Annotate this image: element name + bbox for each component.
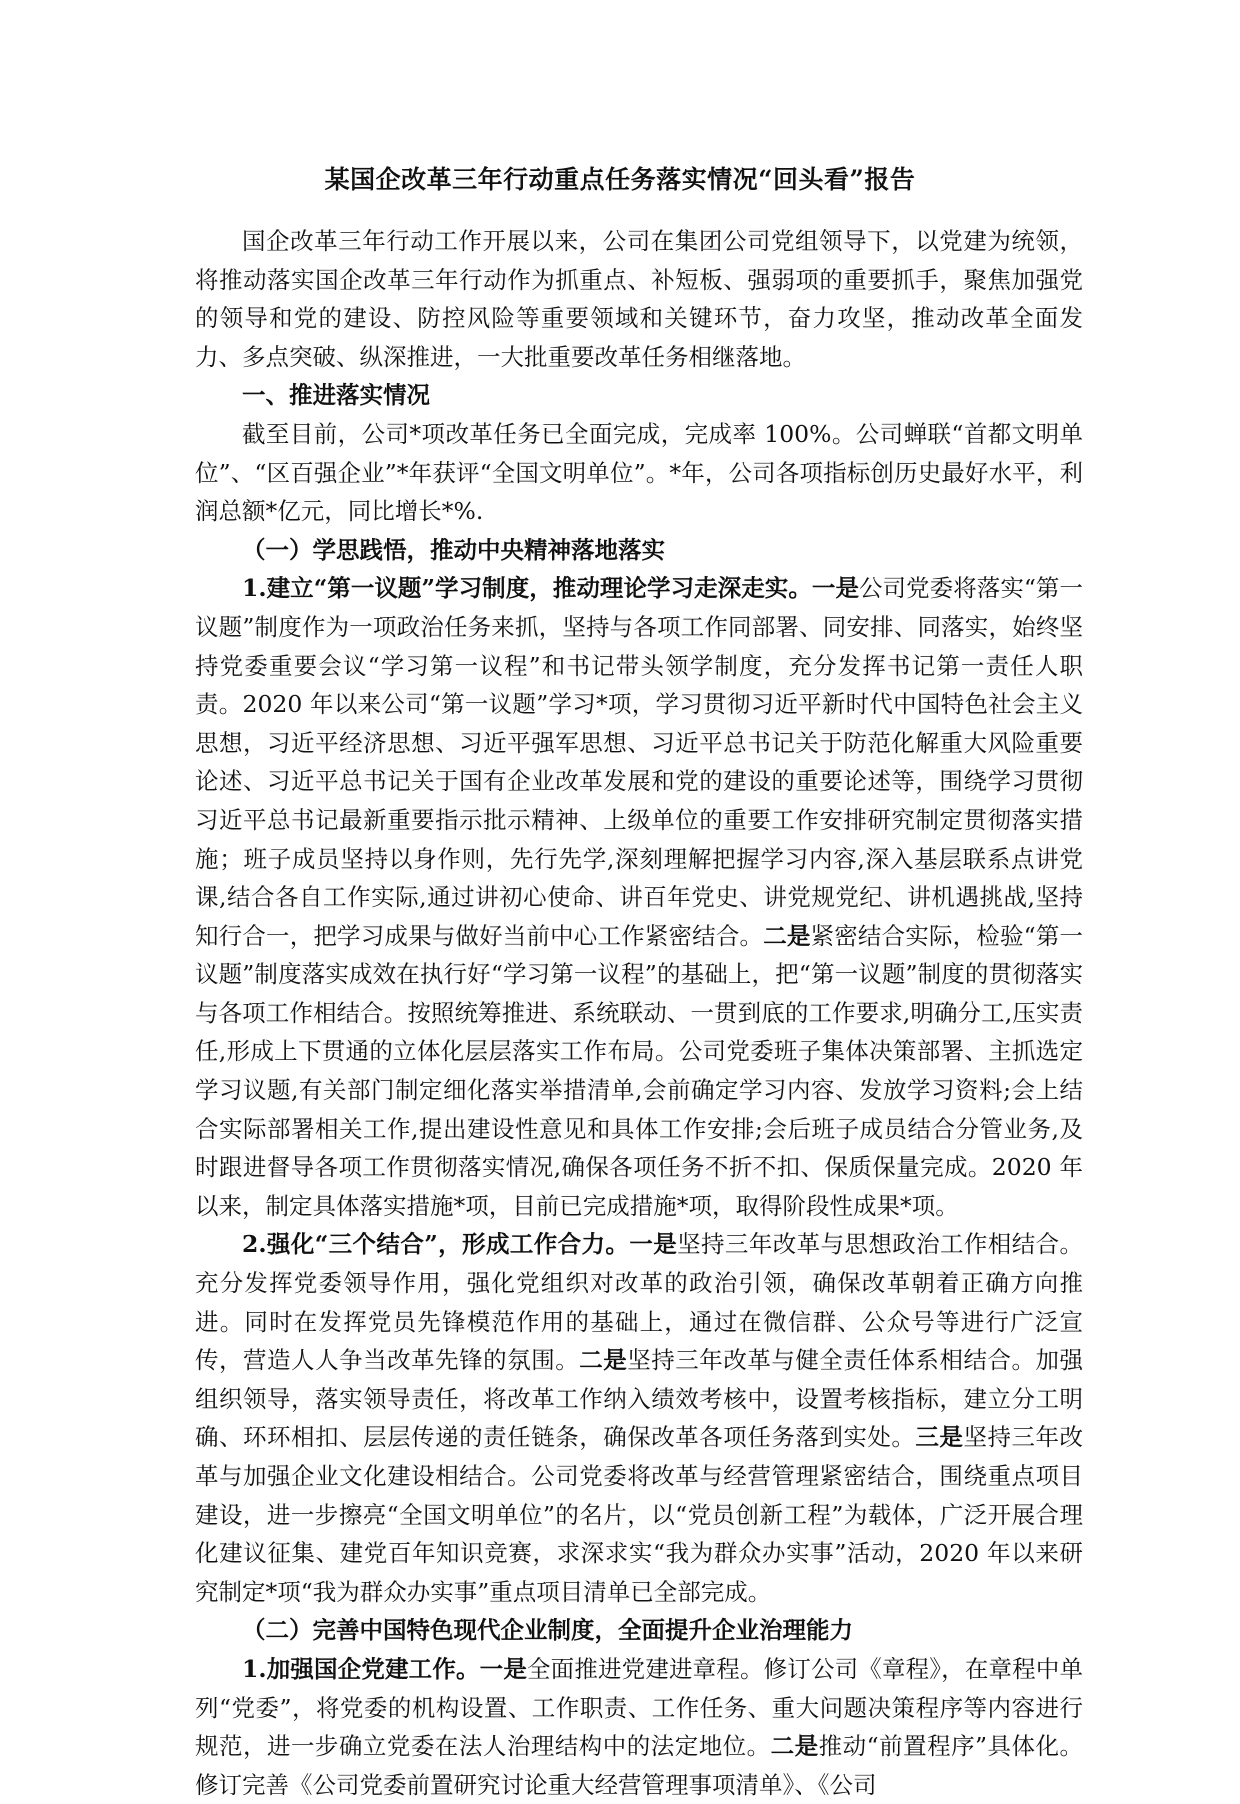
item-lead: 2.强化“三个结合”，形成工作合力。	[242, 1230, 630, 1259]
section-summary-paragraph: 截至目前，公司*项改革任务已全面完成，完成率 100%。公司蝉联“首都文明单位”、“区百强企业”*年获评“全国文明单位”。*年，公司各项指标创历史最好水平，利润总额*亿元，同比增长*%.	[195, 419, 1083, 526]
intro-paragraph: 国企改革三年行动工作开展以来，公司在集团公司党组领导下，以党建为统领，将推动落实国企改革三年行动作为抓重点、补短板、强弱项的重要抓手，聚焦加强党的领导和党的建设、防控风险等重要领域和关键环节，奋力攻坚，推动改革全面发力、多点突破、纵深推进，一大批重要改革任务相继落地。	[195, 227, 1083, 371]
point-marker: 一是	[479, 1654, 527, 1683]
point-marker: 二是	[579, 1346, 628, 1375]
point-text: 紧密结合实际，检验“第一议题”制度落实成效在执行好“学习第一议程”的基础上，把“第一议题”制度的贯彻落实与各项工作相结合。按照统筹推进、系统联动、一贯到底的工作要求,明确分工,压实责任,形成上下贯通的立体化层层落实工作布局。公司党委班子集体决策部署、主抓选定学习议题,有关部门制定细化落实举措清单,会前确定学习内容、发放学习资料;会上结合实际部署相关工作,提出建设性意见和具体工作安排;会后班子成员结合分管业务,及时跟进督导各项工作贯彻落实情况,确保各项任务不折不扣、保质保量完成。2020 年以来，制定具体落实措施*项，目前已完成措施*项，取得阶段性成果*项。	[195, 921, 1084, 1220]
point-marker: 一是	[811, 574, 859, 603]
item-paragraph	[195, 1650, 1083, 1804]
point-marker: 一是	[629, 1230, 678, 1259]
point-text: 全面推进党建进章程。修订公司《章程》，在章程中单列“党委”，将党委的机构设置、工作职责、工作任务、重大问题决策程序等内容进行规范，进一步确立党委在法人治理结构中的法定地位。	[195, 1654, 1083, 1761]
point-text: 坚持三年改革与思想政治工作相结合。充分发挥党委领导作用，强化党组织对改革的政治引领，确保改革朝着正确方向推进。同时在发挥党员先锋模范作用的基础上，通过在微信群、公众号等进行广泛宣传，营造人人争当改革先锋的氛围。	[195, 1230, 1084, 1375]
section-heading: 一、推进落实情况	[242, 381, 430, 410]
subsection-heading: （一）学思践悟，推动中央精神落地落实	[242, 535, 665, 564]
item-paragraph	[195, 1225, 1083, 1611]
point-text: 坚持三年改革与健全责任体系相结合。加强组织领导，落实领导责任，将改革工作纳入绩效考核中，设置考核指标，建立分工明确、环环相扣、层层传递的责任链条，确保改革各项任务落到实处。	[195, 1346, 1084, 1452]
item-lead: 1.建立“第一议题”学习制度，推动理论学习走深走实。	[242, 574, 812, 603]
point-text: 推动“前置程序”具体化。修订完善《公司党委前置研究讨论重大经营管理事项清单》、《公司	[195, 1732, 1084, 1799]
point-marker: 二是	[770, 1732, 819, 1761]
point-marker: 三是	[915, 1423, 964, 1452]
subsection-heading: （二）完善中国特色现代企业制度，全面提升企业治理能力	[242, 1616, 853, 1645]
point-text: 公司党委将落实“第一议题”制度作为一项政治任务来抓，坚持与各项工作同部署、同安排、同落实，始终坚持党委重要会议“学习第一议程”和书记带头领学制度，充分发挥书记第一责任人职责。2020 年以来公司“第一议题”学习*项，学习贯彻习近平新时代中国特色社会主义思想，习近平经济思想、习近平强军思想、习近平总书记关于防范化解重大风险重要论述、习近平总书记关于国有企业改革发展和党的建设的重要论述等，围绕学习贯彻习近平总书记最新重要指示批示精神、上级单位的重要工作安排研究制定贯彻落实措施；班子成员坚持以身作则，先行先学,深刻理解把握学习内容,深入基层联系点讲党课,结合各自工作实际,通过讲初心使命、讲百年党史、讲党规党纪、讲机遇挑战,坚持知行合一，把学习成果与做好当前中心工作紧密结合。	[195, 574, 1083, 950]
document-body	[195, 222, 1083, 1804]
point-text: 坚持三年改革与加强企业文化建设相结合。公司党委将改革与经营管理紧密结合，围绕重点项目建设，进一步擦亮“全国文明单位”的名片，以“党员创新工程”为载体，广泛开展合理化建议征集、建党百年知识竞赛，求深求实“我为群众办实事”活动，2020 年以来研究制定*项“我为群众办实事”重点项目清单已全部完成。	[195, 1423, 1084, 1606]
item-lead: 1.加强国企党建工作。	[242, 1654, 480, 1683]
item-paragraph	[195, 569, 1083, 1225]
document-title: 某国企改革三年行动重点任务落实情况“回头看”报告	[324, 165, 916, 194]
point-marker: 二是	[763, 921, 811, 950]
